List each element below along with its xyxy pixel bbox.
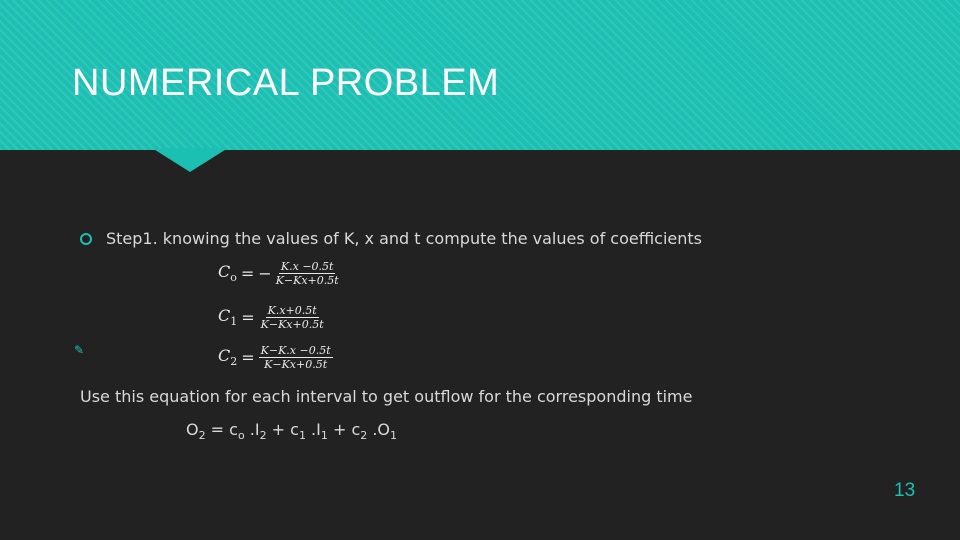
formula-c1-numerator: K.x+0.5t <box>267 304 317 317</box>
formula-c0 <box>218 260 341 287</box>
bullet-circle-icon <box>80 233 92 245</box>
slide-title: NUMERICAL PROBLEM <box>72 62 500 104</box>
page-number: 13 <box>894 480 916 501</box>
equals-sign: = <box>241 308 255 327</box>
formula-c2 <box>218 344 333 371</box>
step1-text: Step1. knowing the values of K, x and t compute the values of coefficients <box>106 229 703 248</box>
formula-c0-lhs: $C_o$ <box>218 262 237 285</box>
equals-sign: = <box>241 348 255 367</box>
formula-c2-fraction <box>259 344 333 371</box>
formula-c0-denominator: K−Kx+0.5t <box>275 274 339 287</box>
formula-c0-fraction <box>274 260 341 287</box>
outflow-equation: $O_2 = c_o$ $.I_2 + c_1$ $.I_1 + c_2$ $.O_1$ <box>186 420 397 443</box>
formula-c1-fraction <box>259 304 326 331</box>
formula-c0-sign: − <box>258 264 272 283</box>
formula-c2-denominator: K−Kx+0.5t <box>264 358 328 371</box>
formula-c1-lhs: $C_1$ <box>218 306 238 329</box>
pencil-icon: ✎ <box>74 343 85 357</box>
formula-c2-lhs: $C_2$ <box>218 346 238 369</box>
formula-c0-numerator: K.x −0.5t <box>280 260 334 273</box>
equals-sign: = <box>240 264 255 283</box>
formula-c2-numerator: K−K.x −0.5t <box>260 344 331 357</box>
use-equation-text: Use this equation for each interval to get outflow for the corresponding time <box>80 387 693 406</box>
formula-c1-denominator: K−Kx+0.5t <box>260 318 324 331</box>
formula-c1 <box>218 304 326 331</box>
banner-notch <box>152 148 228 172</box>
